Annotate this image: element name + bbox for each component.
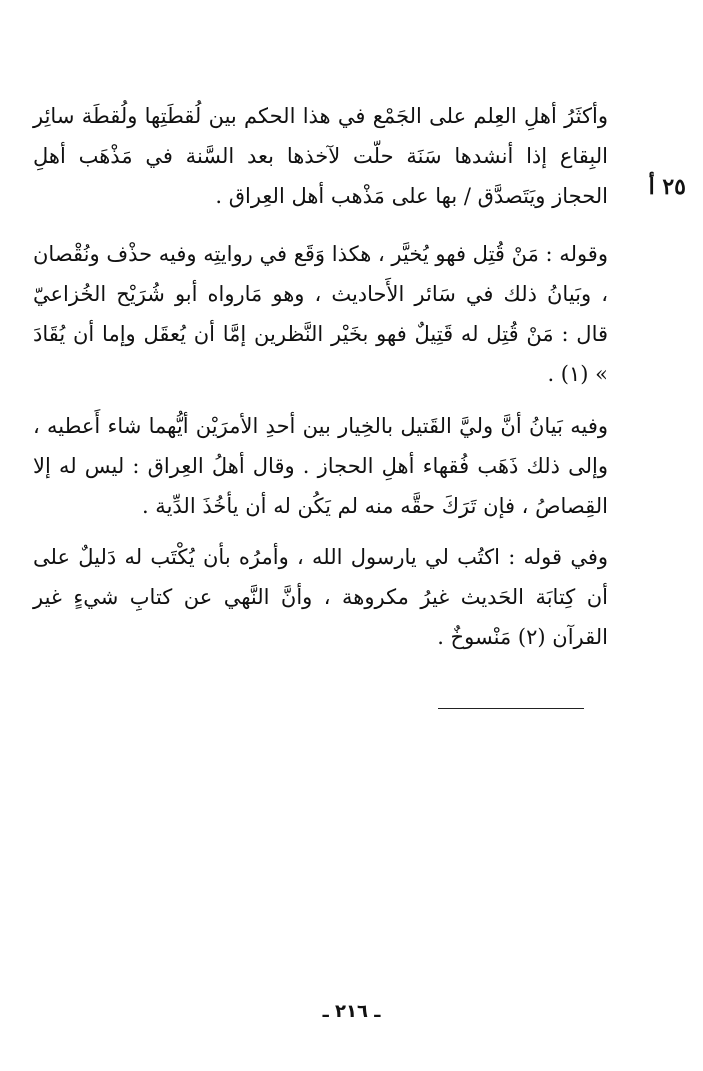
paragraph-2: وقوله : مَنْ قُتِل فهو يُخيَّر ، هكذا وَقَع في روايتِه وفيه حذْف ونُقْصان ، وبَيانُ ذلك في سَائر الأَحاديث ، وهو مَارواه أبو شُرَيْح الخُزاعيّ قال : مَنْ قُتِل له قَتِيلٌ فهو بخَيْر النَّظرين إمَّا أن يُعقَل وإما أن يُقَادَ » (١) .	[33, 242, 608, 386]
margin-folio-reference: ٢٥ أ	[648, 174, 686, 200]
paragraph-1: وأكثَرُ أهلِ العِلم على الجَمْع في هذا الحكم بين لُقطَتِها ولُقطَة سائِر البِقاع إذا أنشدها سَنَة حلّت لآخذها بعد السَّنة في مَذْهَب أهلِ الحجاز ويَتَصدَّق / بها على مَذْهب أهل العِراق .	[33, 104, 608, 208]
paragraph-3: وفيه بَيانُ أنَّ وليَّ القَتيل بالخِيار بين أحدِ الأمرَيْن أيُّهما شاء أَعطيه ، وإلى ذلك ذَهَب فُقهاء أهلِ الحجاز . وقال أهلُ العِراق : ليس له إلا القِصاصُ ، فإن تَرَكَ حقَّه منه لم يَكُن له أن يأخُذَ الدِّية .	[33, 414, 608, 518]
paragraph-4: وفي قوله : اكتُب لي يارسول الله ، وأمرُه بأن يُكْتَب له دَليلٌ على أن كِتابَة الحَديث غيرُ مكروهة ، وأنَّ النَّهي عن كتابِ شيءٍ غير القرآن (٢) مَنْسوخٌ .	[33, 545, 608, 649]
page-number: ـ ٢١٦ ـ	[322, 1001, 381, 1022]
footnote-separator	[438, 708, 584, 709]
